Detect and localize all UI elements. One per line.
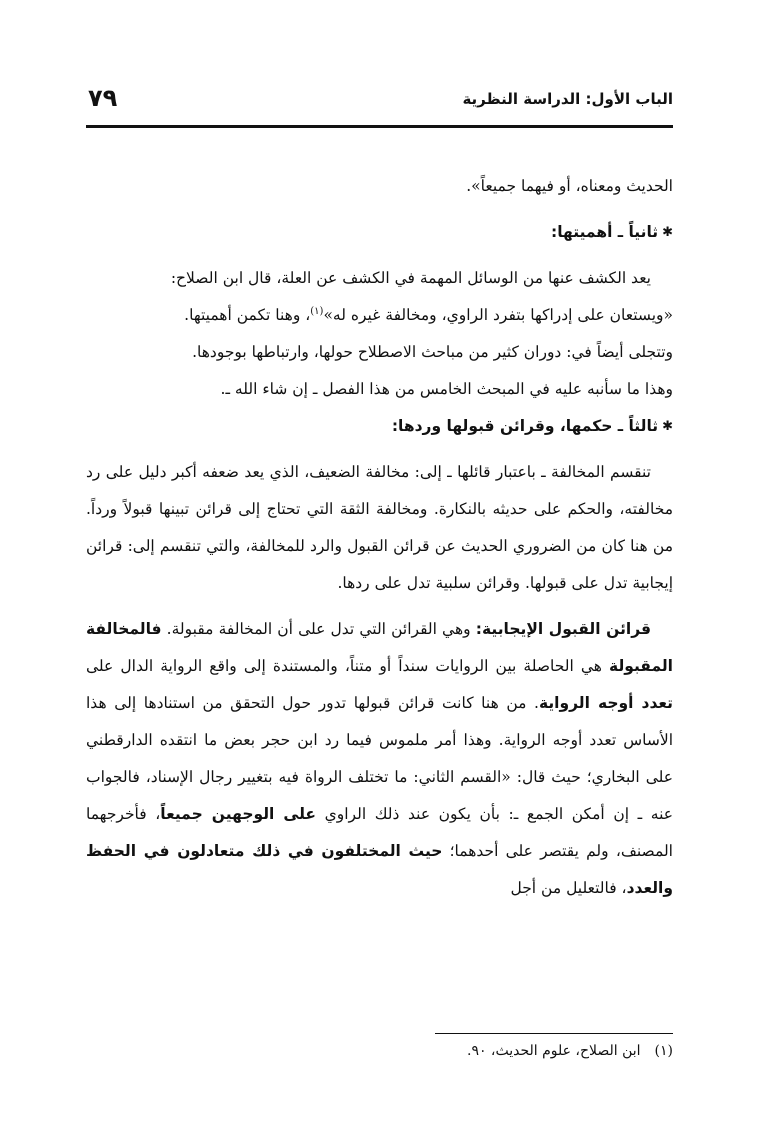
paragraph: يعد الكشف عنها من الوسائل المهمة في الكشف عن العلة، قال ابن الصلاح: — [170, 269, 651, 287]
section-heading-importance — [86, 214, 673, 251]
section-heading-ruling — [86, 408, 673, 445]
paragraph-quote — [86, 297, 673, 334]
asterisk-icon: ✱ — [662, 225, 673, 240]
paragraph-acceptance-criteria — [86, 611, 673, 907]
asterisk-icon: ✱ — [662, 419, 673, 434]
quote-text: «ويستعان على إدراكها بتفرد الراوي، ومخالفة غيره له» — [323, 306, 673, 324]
header-divider — [86, 125, 673, 128]
running-header — [88, 86, 673, 122]
paragraph: تنقسم المخالفة ـ باعتبار قائلها ـ إلى: مخالفة الضعيف، الذي يعد ضعفه أكبر دليل على رد مخالفته، والحكم على حديثه بالنكارة. ومخالفة الثقة التي تحتاج إلى قرائن تبينها قبولاً ورداً. من هنا كان من الضروري الحديث عن قرائن القبول والرد للمخالفة، والتي تنقسم إلى: قرائن إيجابية تدل على قبولها. وقرائن سلبية تدل على ردها. — [86, 463, 673, 592]
heading-text: ثالثاً ـ حكمها، وقرائن قبولها وردها: — [391, 417, 659, 435]
text-run: ، فأخرجهما المصنف، ولم يقتصر على أحدهما؛ — [86, 805, 673, 860]
main-text — [86, 168, 673, 907]
text-run: وهي القرائن التي تدل على أن المخالفة مقبولة. — [161, 620, 476, 638]
paragraph: وهذا ما سأنبه عليه في المبحث الخامس من هذا الفصل ـ إن شاء الله ـ. — [220, 380, 673, 398]
bold-term: تعدد أوجه الرواية — [538, 694, 674, 712]
text-run: . من هنا كانت قرائن قبولها تدور حول التحقق من استنادها إلى هذا الأساس تعدد أوجه الرواية. وهذا أمر ملموس فيما رد ابن حجر بعض ما انتقده الدارقطني على البخاري؛ حيث قال: «القسم الثاني: ما تختلف الرواة فيه بتغيير رجال الإسناد، فالجواب عنه ـ إن أمكن الجمع ـ: بأن يكون عند ذلك الراوي — [86, 694, 673, 823]
paragraph-continuation: الحديث ومعناه، أو فيهما جميعاً». — [466, 177, 673, 195]
quote-tail: ، وهنا تكمن أهميتها. — [184, 306, 311, 324]
page-number: ٧٩ — [88, 84, 118, 112]
bold-term: فالمخالفة المقبولة — [86, 620, 673, 675]
bold-term: قرائن القبول الإيجابية: — [475, 620, 652, 638]
footnote-number: (١) — [654, 1043, 673, 1059]
bold-term: على الوجهين جميعاً — [160, 805, 317, 823]
footnote-reference: (١) — [310, 305, 324, 317]
heading-text: ثانياً ـ أهميتها: — [551, 223, 659, 241]
text-run: ، فالتعليل من أجل — [510, 879, 627, 897]
footnote-text: ابن الصلاح، علوم الحديث، ٩٠. — [466, 1043, 641, 1059]
footnote — [86, 1043, 673, 1059]
text-run: هي الحاصلة بين الروايات سنداً أو متناً، والمستندة إلى واقع الرواية الدال على — [86, 657, 610, 675]
bold-term: حيث المختلفون في ذلك متعادلون في الحفظ والعدد — [86, 842, 673, 897]
paragraph: وتتجلى أيضاً في: دوران كثير من مباحث الاصطلاح حولها، وارتباطها بوجودها. — [192, 343, 673, 361]
footnote-divider — [435, 1033, 673, 1034]
chapter-title: الباب الأول: الدراسة النظرية — [462, 90, 673, 108]
